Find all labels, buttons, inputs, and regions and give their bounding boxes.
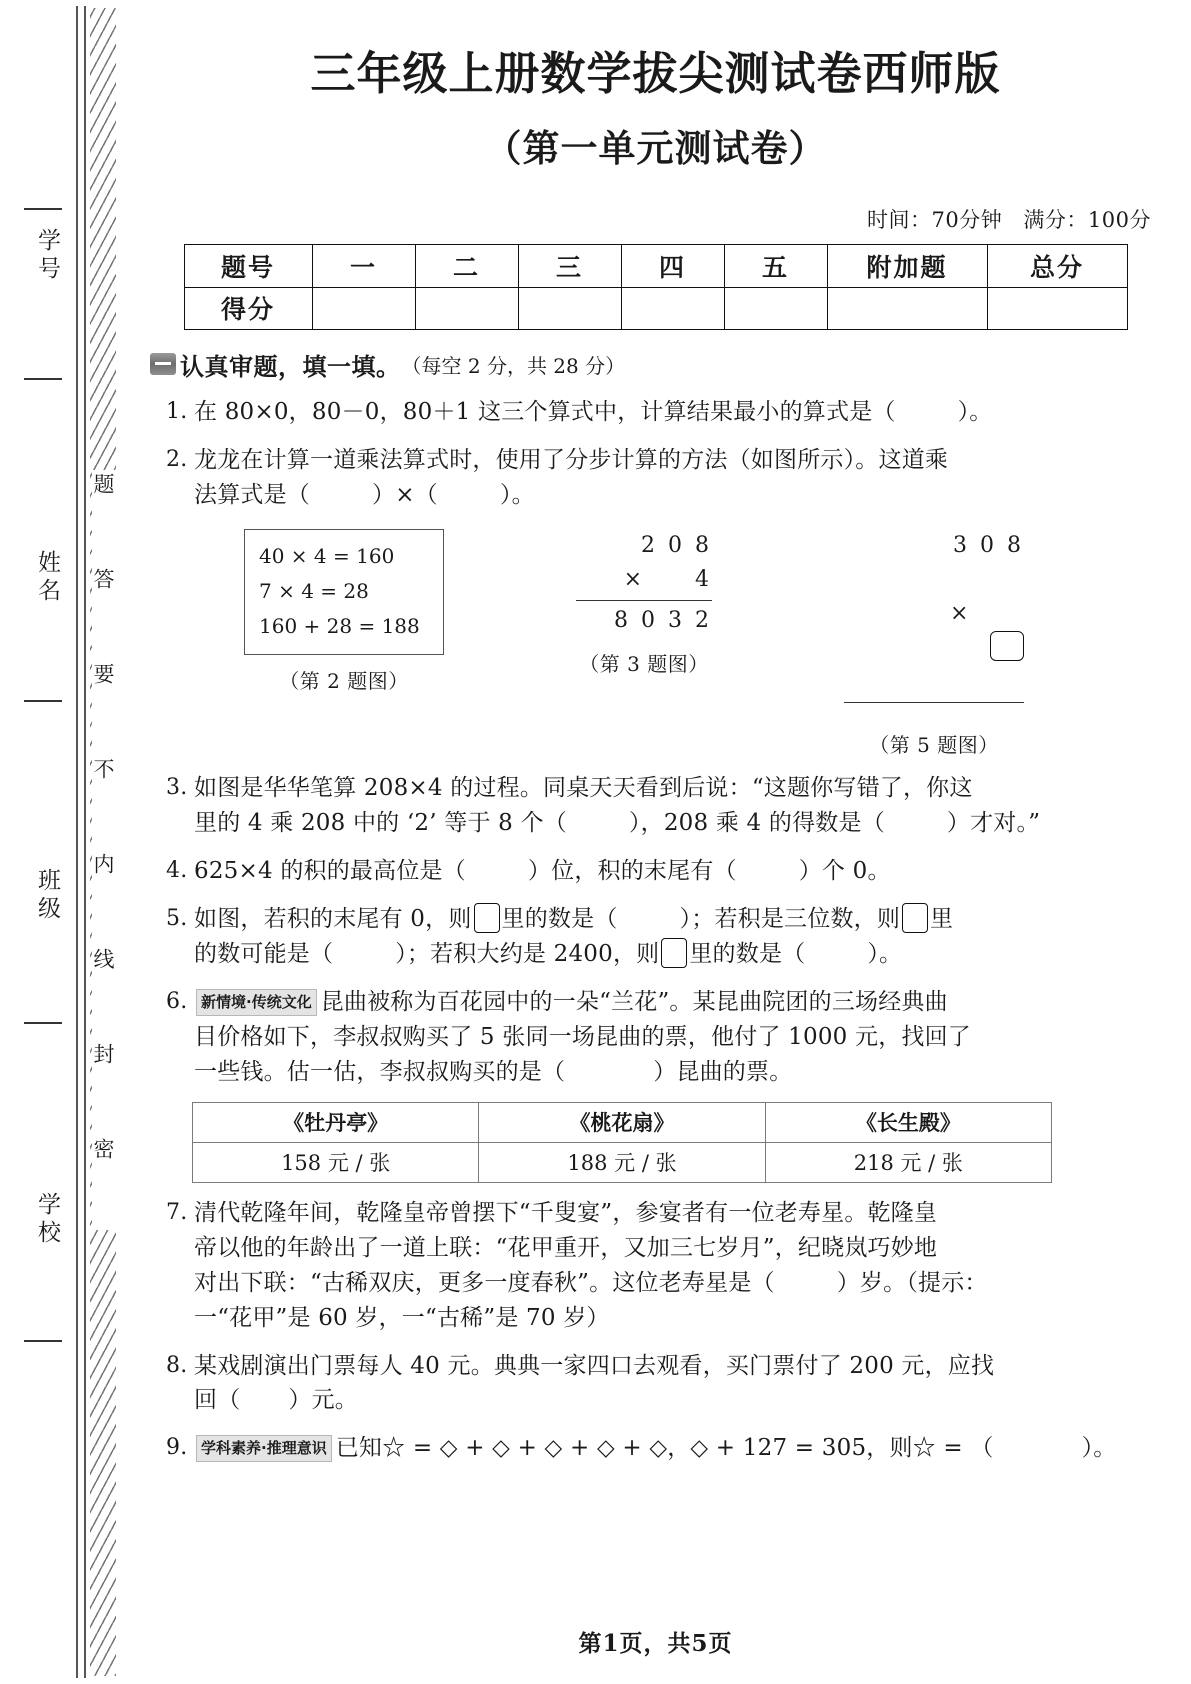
question-3-line2b: ），208 乘 4 的得数是（ [628, 810, 885, 837]
table-row [184, 244, 1127, 287]
question-4-text-b: ）位，积的末尾有（ [527, 857, 737, 884]
question-6-line3b: ）昆曲的票。 [653, 1058, 793, 1085]
figure-q2-line-1: 40 × 4 = 160 [259, 543, 395, 568]
question-8 [148, 1349, 1163, 1419]
question-number: 5. [166, 905, 188, 931]
seal-field-school: 学校 [34, 1192, 60, 1248]
price-value-3: 218 元 / 张 [765, 1142, 1051, 1182]
question-number: 6. [166, 988, 188, 1014]
score-row-label-question: 题号 [184, 244, 312, 287]
price-header-1: 《牡丹亭》 [193, 1102, 479, 1142]
seal-char-1: 答 [92, 565, 118, 592]
seal-rule [24, 378, 62, 380]
question-8-line2b: ）元。 [288, 1387, 359, 1414]
question-5-l1d: 里 [930, 905, 954, 932]
kunqu-price-table [192, 1102, 1052, 1183]
table-row [193, 1142, 1052, 1182]
section-points: （每空 2 分，共 28 分） [401, 353, 626, 378]
section-heading [148, 347, 1163, 382]
score-col-total: 总分 [987, 244, 1127, 287]
question-6-badge: 新情境·传统文化 [196, 989, 317, 1016]
seal-student-fields [18, 150, 64, 1530]
exam-duration: 时间：70分钟 [866, 207, 1003, 232]
question-9-text-b: ）。 [1081, 1435, 1117, 1462]
seal-field-name: 姓名 [34, 550, 60, 606]
figure-q5-vertical-calc [844, 529, 1024, 719]
figure-q5-op-symbol: × [949, 600, 972, 626]
seal-rule [24, 1022, 62, 1024]
figure-q3-caption: （第 3 题图） [579, 651, 709, 676]
question-6-line3a: 一些钱。估一估，李叔叔购买的是（ [194, 1058, 566, 1085]
question-4-text-a: 625×4 的积的最高位是（ [194, 857, 466, 884]
figure-q3-multiplicand: 2 0 8 [641, 532, 712, 558]
table-row [193, 1102, 1052, 1142]
section-title: 认真审题，填一填。 [180, 351, 401, 381]
question-9 [148, 1431, 1163, 1466]
question-5-l1a: 如图，若积的末尾有 0，则 [194, 905, 472, 932]
question-number: 2. [166, 446, 188, 472]
unknown-box[interactable] [474, 903, 500, 933]
figure-q2 [194, 529, 494, 694]
question-3-line1: 如图是华华笔算 208×4 的过程。同桌天天看到后说：“这题你写错了，你这 [194, 775, 973, 802]
score-col-4: 四 [621, 244, 724, 287]
figure-q3 [494, 529, 794, 677]
question-9-text-a: 已知☆ = ◇ + ◇ + ◇ + ◇ + ◇，◇ + 127 = 305，则☆ = （ [335, 1435, 994, 1462]
seal-char-5: 线 [92, 945, 118, 972]
score-col-5: 五 [724, 244, 827, 287]
figure-q3-vertical-calc [576, 529, 712, 638]
score-cell-2[interactable] [415, 287, 518, 329]
question-7-line4: 一“花甲”是 60 岁，一“古稀”是 70 岁） [194, 1304, 610, 1331]
seal-vertical-line-inner [84, 6, 86, 1678]
question-6-line2: 目价格如下，李叔叔购买了 5 张同一场昆曲的票，他付了 1000 元，找回了 [194, 1023, 972, 1050]
question-number: 4. [166, 857, 188, 883]
exam-full-score: 满分：100分 [1023, 207, 1151, 232]
score-cell-3[interactable] [518, 287, 621, 329]
question-number: 9. [166, 1435, 188, 1461]
question-2-line2b: ）×（ [372, 481, 438, 508]
seal-inner-text [92, 470, 118, 1230]
score-cell-extra[interactable] [827, 287, 987, 329]
price-value-2: 188 元 / 张 [479, 1142, 765, 1182]
figures-row [148, 529, 1163, 758]
score-col-3: 三 [518, 244, 621, 287]
seal-char-7: 密 [92, 1135, 118, 1162]
figure-q3-multiplier: × 4 [576, 563, 712, 601]
seal-field-class: 班级 [34, 868, 60, 924]
seal-char-4: 内 [92, 850, 118, 877]
question-5 [148, 902, 1163, 972]
question-4-text-c: ）个 0。 [798, 857, 891, 884]
score-col-extra: 附加题 [827, 244, 987, 287]
seal-field-student-id: 学号 [34, 228, 60, 284]
seal-rule [24, 208, 62, 210]
page-title: 三年级上册数学拔尖测试卷西师版 [310, 47, 1001, 100]
unknown-box[interactable] [902, 903, 928, 933]
question-6 [148, 985, 1163, 1090]
question-8-line2a: 回（ [194, 1387, 241, 1414]
question-6-line1: 昆曲被称为百花园中的一朵“兰花”。某昆曲院团的三场经典曲 [320, 988, 948, 1015]
seal-vertical-line-outer [76, 6, 78, 1678]
question-5-l1b: 里的数是（ [501, 905, 618, 932]
question-7-line2: 帝以他的年龄出了一道上联：“花甲重开，又加三七岁月”，纪晓岚巧妙地 [194, 1234, 938, 1261]
exam-meta [148, 204, 1163, 234]
seal-char-6: 封 [92, 1040, 118, 1067]
score-cell-4[interactable] [621, 287, 724, 329]
figure-q5-caption: （第 5 题图） [869, 733, 999, 758]
question-5-l2d: ）。 [867, 940, 903, 967]
figure-q5 [794, 529, 1074, 758]
question-2-line2c: ）。 [499, 481, 535, 508]
question-3-line2c: ）才对。” [946, 810, 1041, 837]
score-cell-5[interactable] [724, 287, 827, 329]
seal-rule [24, 700, 62, 702]
price-header-3: 《长生殿》 [765, 1102, 1051, 1142]
score-row-label-points: 得分 [184, 287, 312, 329]
score-col-2: 二 [415, 244, 518, 287]
score-table [184, 244, 1128, 330]
seal-char-3: 不 [92, 755, 118, 782]
score-cell-total[interactable] [987, 287, 1127, 329]
question-7-line1: 清代乾隆年间，乾隆皇帝曾摆下“千叟宴”，参宴者有一位老寿星。乾隆皇 [194, 1199, 938, 1226]
figure-q2-box [244, 529, 444, 655]
question-5-l2a: 的数可能是（ [194, 940, 334, 967]
question-3 [148, 771, 1163, 841]
question-number: 7. [166, 1199, 188, 1225]
question-1-text: 在 80×0，80－0，80＋1 这三个算式中，计算结果最小的算式是（ [194, 398, 896, 425]
sealing-margin [0, 0, 120, 1684]
question-number: 8. [166, 1352, 188, 1378]
question-5-l2c: 里的数是（ [689, 940, 806, 967]
score-cell-1[interactable] [312, 287, 415, 329]
question-4 [148, 854, 1163, 889]
question-7-line3b: ）岁。（提示： [836, 1269, 988, 1296]
figure-q2-caption: （第 2 题图） [279, 668, 409, 693]
question-5-l2b: ）；若积大约是 2400，则 [395, 940, 660, 967]
table-row [184, 287, 1127, 329]
question-8-line1: 某戏剧演出门票每人 40 元。典典一家四口去观看，买门票付了 200 元，应找 [194, 1352, 995, 1379]
question-number: 1. [166, 398, 188, 424]
figure-q2-line-2: 7 × 4 = 28 [259, 578, 369, 603]
unknown-box[interactable] [661, 938, 687, 968]
question-number: 3. [166, 775, 188, 801]
question-2-line1: 龙龙在计算一道乘法算式时，使用了分步计算的方法（如图所示）。这道乘 [194, 446, 949, 473]
question-7 [148, 1196, 1163, 1336]
figure-q3-result: 8 0 3 2 [614, 607, 712, 633]
figure-q5-multiplicand: 3 0 8 [952, 532, 1024, 558]
price-header-2: 《桃花扇》 [479, 1102, 765, 1142]
question-2-line2a: 法算式是（ [194, 481, 310, 508]
question-3-line2a: 里的 4 乘 208 中的 ‘2’ 等于 8 个（ [194, 810, 567, 837]
seal-char-0: 题 [92, 470, 118, 497]
page-subtitle: （第一单元测试卷） [484, 125, 827, 170]
exam-page [120, 0, 1191, 1684]
question-1-tail: ）。 [957, 398, 993, 425]
section-number-icon [150, 353, 176, 375]
question-2 [148, 443, 1163, 513]
question-9-badge: 学科素养·推理意识 [196, 1435, 332, 1462]
score-col-1: 一 [312, 244, 415, 287]
question-5-l1c: ）；若积是三位数，则 [679, 905, 901, 932]
figure-q5-unknown-box[interactable] [990, 631, 1024, 661]
seal-rule [24, 1340, 62, 1342]
seal-char-2: 要 [92, 660, 118, 687]
price-value-1: 158 元 / 张 [193, 1142, 479, 1182]
page-footer: 第1页，共5页 [578, 1630, 733, 1657]
question-7-line3a: 对出下联：“古稀双庆，更多一度春秋”。这位老寿星是（ [194, 1269, 775, 1296]
question-1 [148, 395, 1163, 430]
figure-q2-line-3: 160 + 28 = 188 [259, 613, 420, 638]
